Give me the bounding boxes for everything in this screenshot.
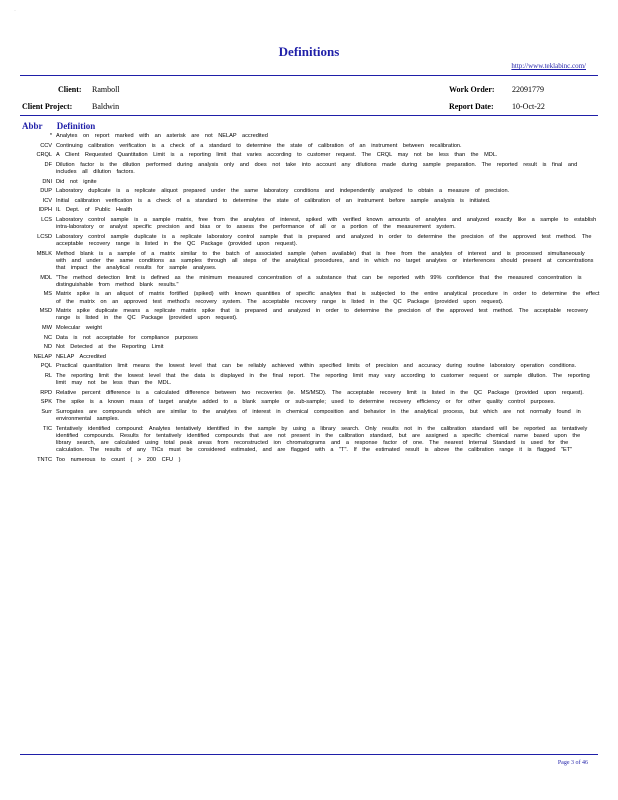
- abbr-column-header: Abbr: [22, 121, 43, 131]
- definition-abbr: LCSD: [37, 233, 52, 240]
- definition-text: Surrogates are compounds which are similar to the analytes of interest in chemical composition and behavior in the analytical process, but which are not normally found in environmental samples.: [56, 408, 581, 423]
- definition-row: [18, 291, 600, 305]
- definition-abbr: CRQL: [36, 152, 52, 159]
- client-project-label: Client Project:: [22, 102, 73, 111]
- definition-abbr: ND: [43, 344, 52, 351]
- header-rule-top: [20, 75, 598, 76]
- definition-abbr: MS: [43, 291, 52, 298]
- lab-url-link[interactable]: http://www.teklabinc.com/: [511, 62, 586, 70]
- definition-text: A Client Requested Quantitation Limit is a reporting limit that varies according to customer request. The CRQL may not be less than the MDL.: [56, 152, 498, 159]
- definition-text: Not Detected at the Reporting Limit: [56, 344, 164, 351]
- definition-row: [18, 390, 600, 397]
- page-title: Definitions: [278, 44, 340, 59]
- definition-abbr: DUP: [40, 188, 52, 195]
- definition-abbr: PQL: [40, 363, 52, 370]
- work-order-value: 22091779: [512, 85, 544, 94]
- corner-mark: ·: [14, 8, 16, 14]
- definition-row: [18, 354, 600, 361]
- definition-row: [18, 179, 600, 186]
- definition-text: Did not ignite: [56, 178, 97, 185]
- definition-text: NELAP Accredited: [56, 353, 106, 360]
- definition-row: [18, 363, 600, 370]
- header-rule-bottom: [20, 115, 598, 116]
- definition-row: [18, 251, 600, 273]
- definition-row: [18, 335, 600, 342]
- definition-text: Practical quantitation limit means the lowest level that can be reliably achieved within specified limits of precision and accuracy during routine laboratory operation conditions.: [56, 363, 577, 370]
- definition-abbr: MW: [42, 324, 52, 331]
- client-label: Client:: [58, 85, 82, 94]
- definition-row: [18, 399, 600, 406]
- definition-text: The reporting limit the lowest level that the data is displayed in the final report. The reporting limit may vary according to customer request or sample dilution. The reporting limit may not be less than the MDL.: [56, 372, 590, 387]
- definition-text: Relative percent difference is a calculated difference between two recoveries (ie. MS/MSD). The acceptable recovery limit is listed in the QC Package (provided upon request).: [56, 389, 584, 396]
- definition-abbr: ICV: [42, 197, 52, 204]
- definitions-list: [18, 133, 600, 466]
- definition-row: [18, 308, 600, 322]
- report-date-value: 10-Oct-22: [512, 102, 545, 111]
- work-order-label: Work Order:: [449, 85, 495, 94]
- definition-row: [18, 457, 600, 464]
- definition-text: Laboratory control sample is a sample matrix, free from the analytes of interest, spiked with verified known amounts of analytes and analyzed exactly like a sample to establish intra-laboratory or analyst specific precision and bias or to assess the performance of all or a portion of the measurement system.: [56, 216, 597, 231]
- definition-abbr: RL: [44, 372, 52, 379]
- definition-text: Dilution factor is the dilution performed during analysis only and does not take into account any dilutions made during sample preparation. The reported result is final and includes all dilution factors.: [56, 161, 578, 175]
- definition-text: Analytes on report marked with an asterisk are not NELAP accredited: [56, 133, 268, 139]
- definition-abbr: TNTC: [37, 456, 52, 463]
- definition-row: [18, 162, 600, 176]
- definition-row: [18, 325, 600, 332]
- definition-row: [18, 344, 600, 351]
- definition-row: [18, 275, 600, 289]
- definition-abbr: MDL: [40, 274, 52, 281]
- definition-row: [18, 143, 600, 150]
- client-value: Ramboll: [92, 85, 120, 94]
- report-date-label: Report Date:: [449, 102, 494, 111]
- definition-row: [18, 133, 600, 140]
- definition-abbr: Surr: [41, 408, 52, 415]
- client-project-value: Baldwin: [92, 102, 120, 111]
- definition-text: IL Dept. of Public Health: [56, 207, 133, 214]
- definition-row: [18, 152, 600, 159]
- definition-abbr: RPD: [40, 389, 52, 396]
- definition-text: Molecular weight: [56, 324, 102, 331]
- definition-row: [18, 234, 600, 248]
- definition-abbr: TIC: [42, 425, 52, 432]
- definition-abbr: MSD: [39, 308, 52, 315]
- definition-abbr: CCV: [40, 142, 52, 149]
- definition-row: [18, 217, 600, 231]
- table-header: [22, 121, 107, 131]
- definition-text: Too numerous to count ( > 200 CFU ): [56, 456, 181, 463]
- definition-abbr: DF: [44, 161, 52, 168]
- definition-abbr: *: [49, 133, 52, 139]
- definition-row: [18, 373, 600, 387]
- definition-abbr: NC: [43, 334, 52, 341]
- definition-abbr: NELAP: [33, 353, 52, 360]
- definition-column-header: Definition: [56, 121, 96, 131]
- page-number: Page 3 of 46: [557, 760, 588, 766]
- definition-text: Initial calibration verification is a check of a standard to determine the state of calibration of an instrument before sample analysis is initiated.: [56, 197, 491, 204]
- definition-abbr: MBLK: [36, 250, 52, 257]
- definition-text: Matrix spike is an aliquot of matrix fortified (spiked) with known quantities of specific analytes that is subjected to the entire analytical procedure in order to determine the effect of the matrix on an approved test method's recovery system. The acceptable recovery range is listed in the QC Package (provided upon request).: [56, 291, 600, 305]
- definition-row: [18, 409, 600, 423]
- definition-abbr: SPK: [40, 399, 52, 406]
- definition-text: The spike is a known mass of target analyte added to a blank sample or sub-sample; used to determine recovery efficiency or for other quality control purposes.: [56, 399, 556, 406]
- footer-rule: [20, 754, 598, 755]
- definition-text: Continuing calibration verification is a check of a standard to determine the state of calibration of an instrument between recalibration.: [56, 142, 462, 149]
- definition-text: Data is not acceptable for compliance purposes: [56, 334, 198, 341]
- definition-text: Matrix spike duplicate means a replicate matrix spike that is prepared and analyzed in order to determine the precision of the approved test method. The acceptable recovery range is listed in the QC Package (provided upon request).: [56, 308, 589, 322]
- definition-abbr: DNI: [42, 178, 52, 185]
- definition-abbr: LCS: [41, 216, 52, 223]
- definition-row: [18, 198, 600, 205]
- definition-row: [18, 188, 600, 195]
- definition-row: [18, 207, 600, 214]
- definition-text: Method blank is a sample of a matrix similar to the batch of associated sample (when available) that is free from the analytes of interest and is processed simultaneously with and under the same conditions as samples through all steps of the analytical procedures, and in which no target analytes or interferences should present at concentrations that impact the analytical results for sample analyses.: [56, 250, 594, 271]
- definition-text: Laboratory control sample duplicate is a replicate laboratory control sample that is prepared and analyzed in order to determine the precision of the approved test method. The acceptable recovery range is listed in the QC Package (provided upon request).: [56, 233, 592, 247]
- definition-row: [18, 426, 600, 455]
- definition-text: Tentatively identified compound: Analytes tentatively identified in the sample by using a library search. Only results not in the calibration standard will be reported as tentatively identified compounds. Results for tentatively identified compounds that are not present in the calibration standard, but are assigned a specific chemical name based upon the library search, are calculated using total peak areas from reconstructed ion chromatograms and a response factor of one. The nearest Internal Standard is used for the calculation. The results of any TICs must be considered estimated, and are flagged with a "T". If the estimated result is above the calibration range it is flagged "ET": [56, 425, 588, 454]
- definition-abbr: IDPH: [38, 207, 52, 214]
- definition-text: Laboratory duplicate is a replicate aliquot prepared under the same laboratory conditions and independently analyzed to obtain a measure of precision.: [56, 188, 510, 195]
- definition-text: "The method detection limit is defined as the minimum measured concentration of a substance that can be reported with 99% confidence that the measured concentration is distinguishable from method blank results.": [56, 274, 582, 288]
